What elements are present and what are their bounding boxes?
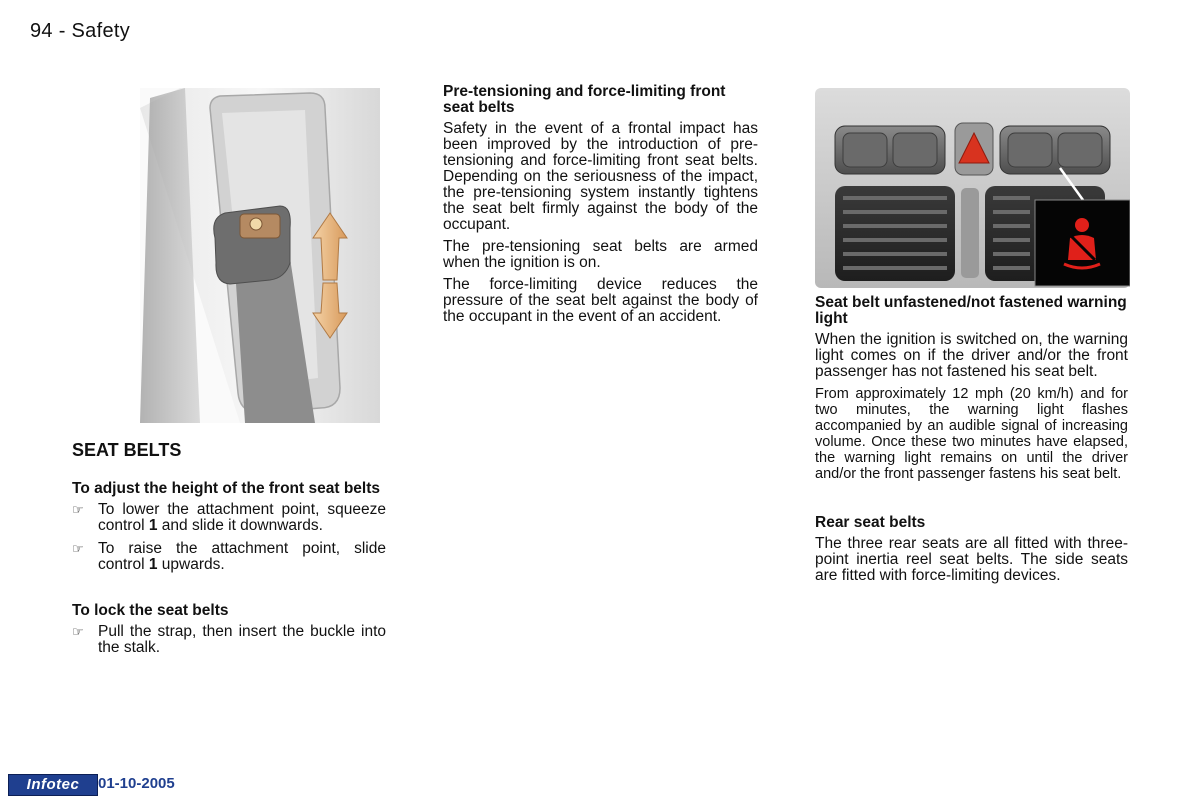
pointing-hand-icon: ☞ xyxy=(72,541,84,556)
pointing-hand-icon: ☞ xyxy=(72,502,84,517)
rear-belts-paragraph: The three rear seats are all fitted with three-point inertia reel seat belts. The side seats are fitted with force-limiting devices. xyxy=(815,535,1128,584)
warning-light-paragraph-1: When the ignition is switched on, the warning light comes on if the driver and/or the front passenger has not fastened his seat belt. xyxy=(815,331,1128,380)
section-title: Safety xyxy=(71,20,131,42)
adjust-bullet-lower: ☞ To lower the attachment point, squeeze control 1 and slide it downwards. xyxy=(72,501,386,534)
seatbelt-height-adjuster-illustration xyxy=(140,88,380,423)
pointing-hand-icon: ☞ xyxy=(72,624,84,639)
footer-date: 01-10-2005 xyxy=(98,775,175,792)
pretensioning-paragraph-1: Safety in the event of a frontal impact has been improved by the introduction of pre-tensioning and force-limiting front seat belts. Depending on the seriousness of the impact, the pre-tensioning system instantly tightens the seat belt firmly against the body of the occupant. xyxy=(443,120,758,233)
pretensioning-heading: Pre-tensioning and force-limiting front seat belts xyxy=(443,83,726,116)
lock-belts-heading: To lock the seat belts xyxy=(72,602,229,619)
adjust-bullet-raise: ☞ To raise the attachment point, slide control 1 upwards. xyxy=(72,540,386,573)
dashboard-warning-light-illustration xyxy=(815,88,1130,288)
infotec-logo: Infotec xyxy=(8,774,98,796)
warning-light-paragraph-2: From approximately 12 mph (20 km/h) and for two minutes, the warning light flashes accompanied by an audible signal of increasing volume. Once these two minutes have elapsed, the warning light remains on until the driver and/or the front passenger fastens his seat belt. xyxy=(815,386,1128,482)
page-header xyxy=(30,20,130,43)
seat-belts-title: SEAT BELTS xyxy=(72,440,182,460)
header-separator: - xyxy=(58,20,66,42)
middle-column xyxy=(443,84,758,331)
right-column xyxy=(815,295,1128,590)
left-column xyxy=(72,442,386,663)
page-number: 94 xyxy=(30,20,53,42)
lock-bullet: ☞ Pull the strap, then insert the buckle into the stalk. xyxy=(72,623,386,656)
warning-light-heading: Seat belt unfastened/not fastened warning light xyxy=(815,294,1127,327)
adjust-height-heading: To adjust the height of the front seat belts xyxy=(72,480,380,497)
pretensioning-paragraph-2: The pre-tensioning seat belts are armed when the ignition is on. xyxy=(443,238,758,271)
pretensioning-paragraph-3: The force-limiting device reduces the pressure of the seat belt against the body of the occupant in the event of an accident. xyxy=(443,276,758,325)
rear-belts-heading: Rear seat belts xyxy=(815,514,926,531)
